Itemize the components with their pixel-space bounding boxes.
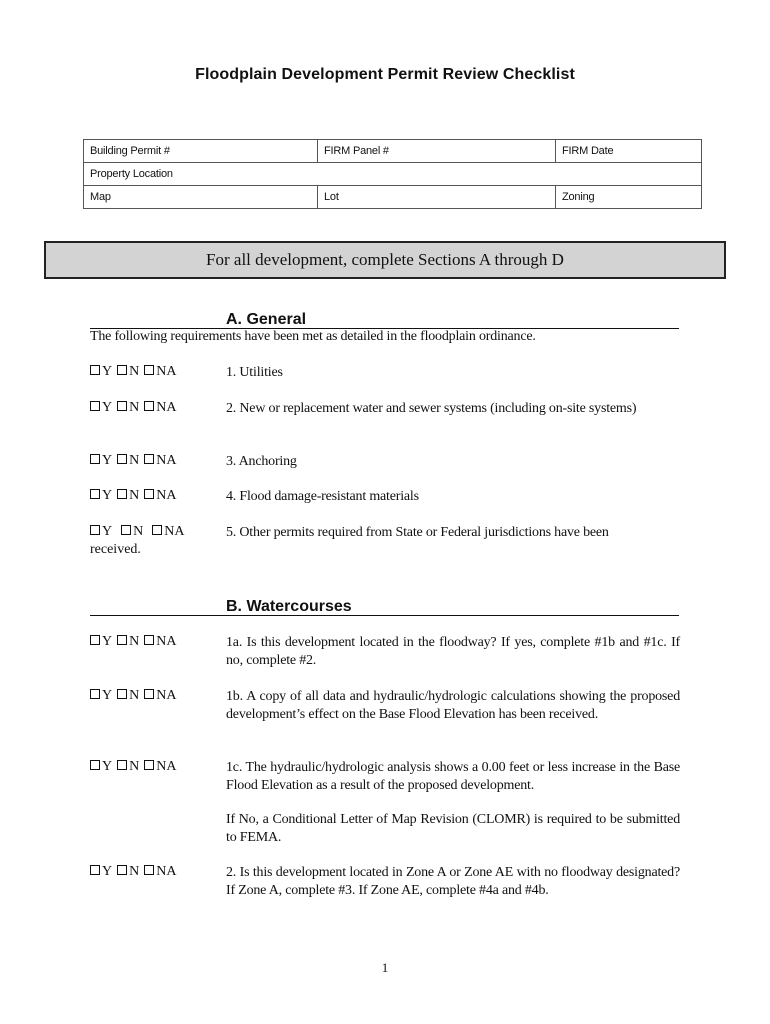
a4-item: 4. Flood damage-resistant materials [226,489,419,504]
a2-options: Y N NA [90,400,176,416]
no-checkbox[interactable] [117,489,127,499]
a5-options: Y N NA [90,524,184,540]
a3-options: Y N NA [90,453,176,469]
yes-checkbox[interactable] [90,401,100,411]
yes-checkbox[interactable] [90,689,100,699]
a2-item: 2. New or replacement water and sewer systems (including on-site systems) [226,401,637,416]
yes-checkbox[interactable] [90,454,100,464]
yes-checkbox[interactable] [90,760,100,770]
na-checkbox[interactable] [144,454,154,464]
no-checkbox[interactable] [117,689,127,699]
no-checkbox[interactable] [117,365,127,375]
b1b-item: 1b. A copy of all data and hydraulic/hydrologic calculations showing the proposed development’s effect on the Base Flood Elevation has been received. [226,689,680,722]
na-checkbox[interactable] [144,365,154,375]
section-b-heading: B. Watercourses [90,593,679,616]
a1-item: 1. Utilities [226,365,283,380]
a1-options: Y N NA [90,364,176,380]
map-field[interactable]: Map [84,186,318,209]
a5-item-continuation: received. [90,542,141,557]
no-checkbox[interactable] [117,865,127,875]
b1c-note: If No, a Conditional Letter of Map Revision (CLOMR) is required to be submitted to FEMA. [226,812,680,845]
firm-panel-field[interactable]: FIRM Panel # [318,140,556,163]
no-checkbox[interactable] [117,454,127,464]
section-a-intro: The following requirements have been met as detailed in the floodplain ordinance. [90,329,536,344]
yes-checkbox[interactable] [90,489,100,499]
no-checkbox[interactable] [117,635,127,645]
page-number: 1 [381,960,389,975]
building-permit-field[interactable]: Building Permit # [84,140,318,163]
a4-options: Y N NA [90,488,176,504]
na-checkbox[interactable] [144,489,154,499]
no-checkbox[interactable] [121,525,131,535]
section-a-heading: A. General [90,306,679,329]
page-title: Floodplain Development Permit Review Checklist [195,66,575,83]
na-checkbox[interactable] [144,865,154,875]
no-checkbox[interactable] [117,401,127,411]
b2-options: Y N NA [90,864,176,880]
property-location-field[interactable]: Property Location [84,163,702,186]
yes-checkbox[interactable] [90,365,100,375]
firm-date-field[interactable]: FIRM Date [556,140,702,163]
na-checkbox[interactable] [144,689,154,699]
yes-checkbox[interactable] [90,525,100,535]
lot-field[interactable]: Lot [318,186,556,209]
na-checkbox[interactable] [144,760,154,770]
a3-item: 3. Anchoring [226,454,297,469]
b2-item: 2. Is this development located in Zone A or Zone AE with no floodway designated? If Zone A, complete #3. If Zone AE, complete #4a and #4b. [226,865,680,898]
a5-item: 5. Other permits required from State or Federal jurisdictions have been [226,525,609,540]
b1a-item: 1a. Is this development located in the floodway? If yes, complete #1b and #1c. If no, complete #2. [226,635,680,668]
no-checkbox[interactable] [117,760,127,770]
na-checkbox[interactable] [152,525,162,535]
permit-info-table [83,139,702,209]
instruction-banner: For all development, complete Sections A through D [44,241,726,279]
b1c-item: 1c. The hydraulic/hydrologic analysis shows a 0.00 feet or less increase in the Base Flood Elevation as a result of the proposed development. [226,760,680,793]
b1c-options: Y N NA [90,759,176,775]
b1b-options: Y N NA [90,688,176,704]
zoning-field[interactable]: Zoning [556,186,702,209]
na-checkbox[interactable] [144,401,154,411]
yes-checkbox[interactable] [90,865,100,875]
na-checkbox[interactable] [144,635,154,645]
b1a-options: Y N NA [90,634,176,650]
yes-checkbox[interactable] [90,635,100,645]
